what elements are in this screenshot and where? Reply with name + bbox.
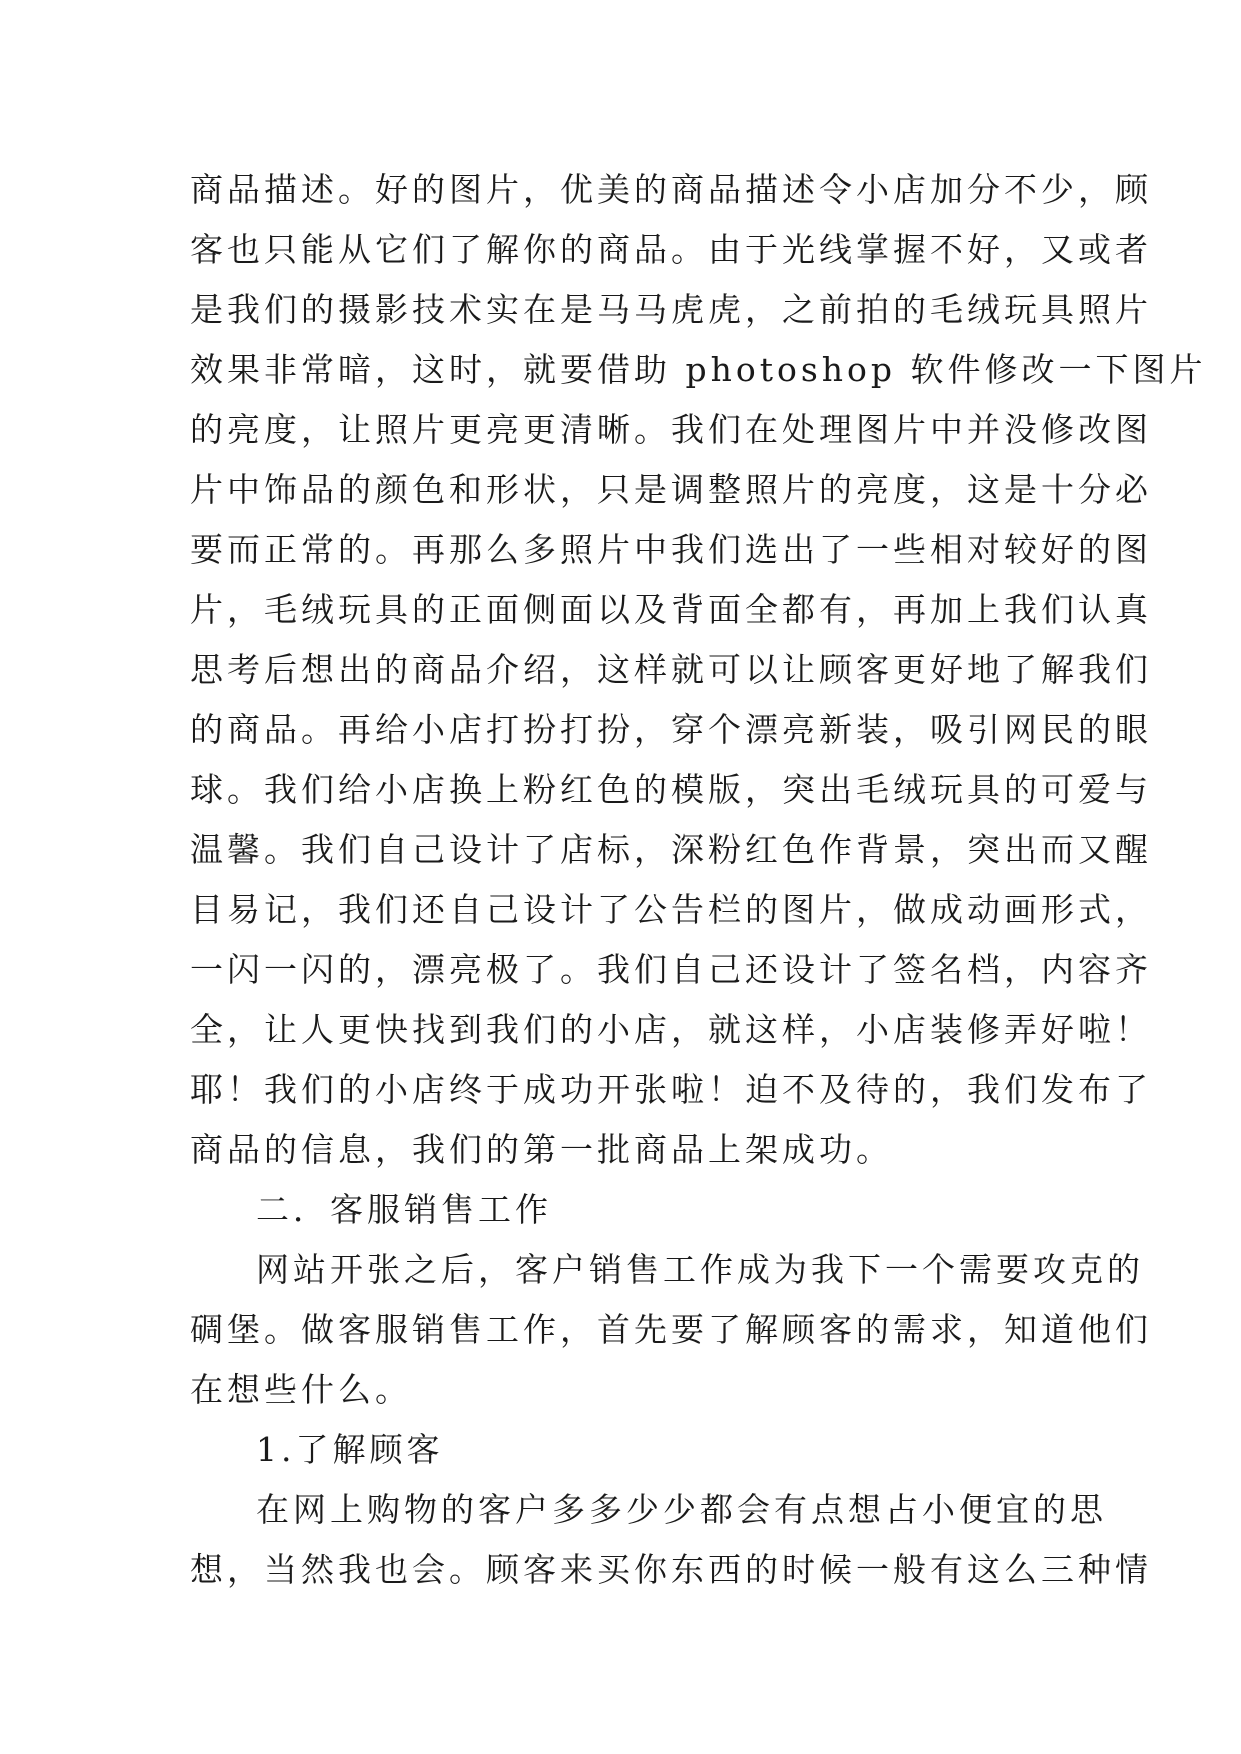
paragraph-line: 要而正常的。再那么多照片中我们选出了一些相对较好的图 <box>190 530 1152 569</box>
document-body <box>190 160 1207 1600</box>
section-paragraph-line: 网站开张之后，客户销售工作成为我下一个需要攻克的 <box>256 1250 1144 1289</box>
paragraph-line: 商品的信息，我们的第一批商品上架成功。 <box>190 1130 893 1169</box>
sub-paragraph-line: 在网上购物的客户多多少少都会有点想占小便宜的思 <box>256 1490 1107 1529</box>
paragraph-line: 一闪一闪的，漂亮极了。我们自己还设计了签名档，内容齐 <box>190 950 1152 989</box>
subheading: 1.了解顾客 <box>256 1430 444 1469</box>
paragraph-line: 客也只能从它们了解你的商品。由于光线掌握不好，又或者 <box>190 230 1152 269</box>
paragraph-line: 的亮度，让照片更亮更清晰。我们在处理图片中并没修改图 <box>190 410 1152 449</box>
paragraph-line: 目易记，我们还自己设计了公告栏的图片，做成动画形式， <box>190 890 1152 929</box>
paragraph-line: 思考后想出的商品介绍，这样就可以让顾客更好地了解我们 <box>190 650 1152 689</box>
section-paragraph-line: 在想些什么。 <box>190 1370 412 1409</box>
paragraph-line: 的商品。再给小店打扮打扮，穿个漂亮新装，吸引网民的眼 <box>190 710 1152 749</box>
paragraph-line: 片，毛绒玩具的正面侧面以及背面全都有，再加上我们认真 <box>190 590 1152 629</box>
paragraph-line: 是我们的摄影技术实在是马马虎虎，之前拍的毛绒玩具照片 <box>190 290 1152 329</box>
section-paragraph-line: 碉堡。做客服销售工作，首先要了解顾客的需求，知道他们 <box>190 1310 1152 1349</box>
sub-paragraph-line: 想，当然我也会。顾客来买你东西的时候一般有这么三种情 <box>190 1550 1152 1589</box>
paragraph-line: 全，让人更快找到我们的小店，就这样，小店装修弄好啦！ <box>190 1010 1152 1049</box>
paragraph-line: 效果非常暗，这时，就要借助 photoshop 软件修改一下图片 <box>190 350 1207 389</box>
paragraph-line: 球。我们给小店换上粉红色的模版，突出毛绒玩具的可爱与 <box>190 770 1152 809</box>
paragraph-line: 温馨。我们自己设计了店标，深粉红色作背景，突出而又醒 <box>190 830 1152 869</box>
section-heading: 二．客服销售工作 <box>256 1190 552 1229</box>
paragraph-line: 商品描述。好的图片，优美的商品描述令小店加分不少，顾 <box>190 170 1152 209</box>
paragraph-line: 片中饰品的颜色和形状，只是调整照片的亮度，这是十分必 <box>190 470 1152 509</box>
paragraph-line: 耶！我们的小店终于成功开张啦！迫不及待的，我们发布了 <box>190 1070 1152 1109</box>
